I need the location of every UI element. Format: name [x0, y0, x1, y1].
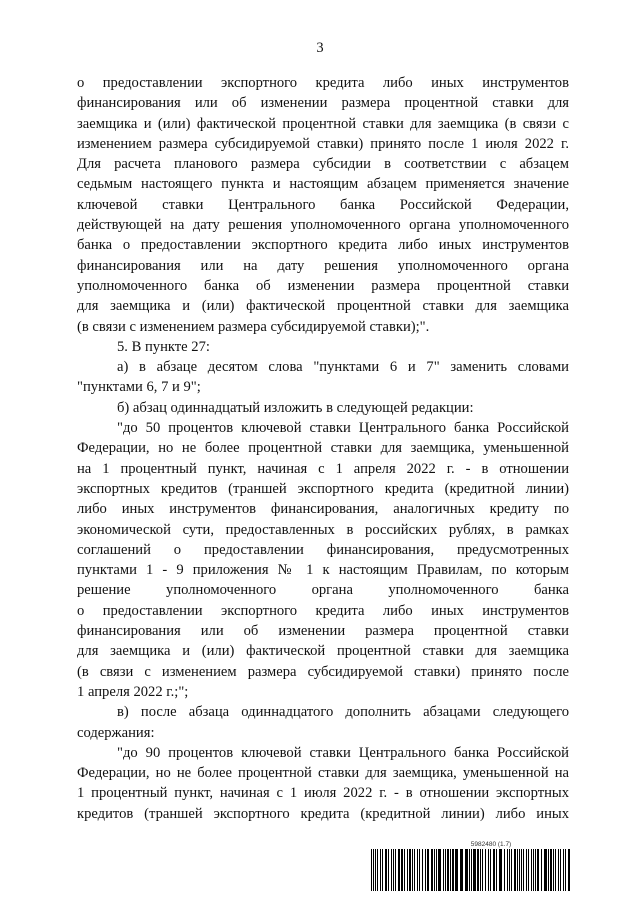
text-line: экспортных кредитов (траншей экспортного кредита (кредитной линии) [77, 480, 569, 497]
text-line: либо иных инструментов финансирования, аналогичных кредиту по [77, 501, 569, 518]
text-line: (в связи с изменением размера субсидируемой ставки);". [77, 318, 430, 335]
text-line: "до 90 процентов ключевой ставки Центрального банка Российской [117, 744, 569, 761]
text-line: о предоставлении экспортного кредита либо иных инструментов [77, 75, 569, 91]
text-line: Для расчета планового размера субсидии в соответствии с абзацем [77, 156, 569, 173]
barcode [371, 840, 571, 891]
text-line: а) в абзаце десятом слова "пунктами 6 и 7" заменить словами [117, 359, 569, 376]
text-line: 1 процентный пункт, начиная с 1 июля 2022 г. - в отношении экспортных [77, 785, 569, 802]
text-line: пунктами 1 - 9 приложения № 1 к настоящим Правилам, по которым [77, 562, 569, 579]
text-line: Федерации, но не более процентной ставки для заемщика, уменьшенной на [77, 765, 569, 782]
text-line: решение уполномоченного органа уполномоченного банка [77, 582, 569, 599]
text-line: 1 апреля 2022 г.;"; [77, 683, 189, 700]
text-line: финансирования или на дату решения уполномоченного органа [77, 257, 569, 274]
text-line: содержания: [77, 724, 155, 741]
text-line: на 1 процентный пункт, начиная с 1 апреля 2022 г. - в отношении [77, 460, 569, 477]
document-body [77, 73, 569, 824]
text-line: изменением размера субсидируемой ставки) принято после 1 июля 2022 г. [77, 135, 569, 152]
text-line: (в связи с изменением размера субсидируемой ставки) принято после [77, 663, 569, 680]
page-number: 3 [316, 40, 324, 56]
text-line: "пунктами 6, 7 и 9"; [77, 379, 201, 396]
text-line: финансирования или об изменении размера процентной ставки для [77, 95, 569, 112]
text-line: 5. В пункте 27: [117, 338, 210, 355]
text-line: б) абзац одиннадцатый изложить в следующей редакции: [117, 399, 474, 416]
barcode-bars [371, 849, 571, 891]
text-line: "до 50 процентов ключевой ставки Центрального банка Российской [117, 420, 569, 437]
text-line: действующей на дату решения уполномоченного органа уполномоченного [77, 217, 569, 234]
text-line: ключевой ставки Центрального банка Российской Федерации, [77, 196, 569, 213]
text-line: для заемщика и (или) фактической процентной ставки для заемщика [77, 298, 569, 315]
text-line: банка о предоставлении экспортного кредита либо иных инструментов [77, 237, 569, 254]
text-line: кредитов (траншей экспортного кредита (кредитной линии) либо иных [77, 805, 569, 822]
text-line: для заемщика и (или) фактической процентной ставки для заемщика [77, 643, 569, 660]
text-line: Федерации, но не более процентной ставки для заемщика, уменьшенной [77, 440, 569, 457]
text-line: в) после абзаца одиннадцатого дополнить абзацами следующего [117, 704, 569, 721]
text-line: заемщика и (или) фактической процентной ставки для заемщика (в связи с [77, 115, 569, 132]
text-line: о предоставлении экспортного кредита либо иных инструментов [77, 602, 569, 619]
text-line: уполномоченного банка об изменении размера процентной ставки [77, 277, 569, 294]
barcode-caption: 5982480 (1.7) [470, 841, 512, 848]
text-line: соглашений о предоставлении финансирования, предусмотренных [77, 541, 569, 558]
text-line: экономической сути, предоставленных в российских рублях, в рамках [77, 521, 569, 538]
text-line: финансирования или об изменении размера процентной ставки [77, 623, 569, 640]
text-line: седьмым настоящего пункта и настоящим абзацем применяется значение [77, 176, 569, 193]
